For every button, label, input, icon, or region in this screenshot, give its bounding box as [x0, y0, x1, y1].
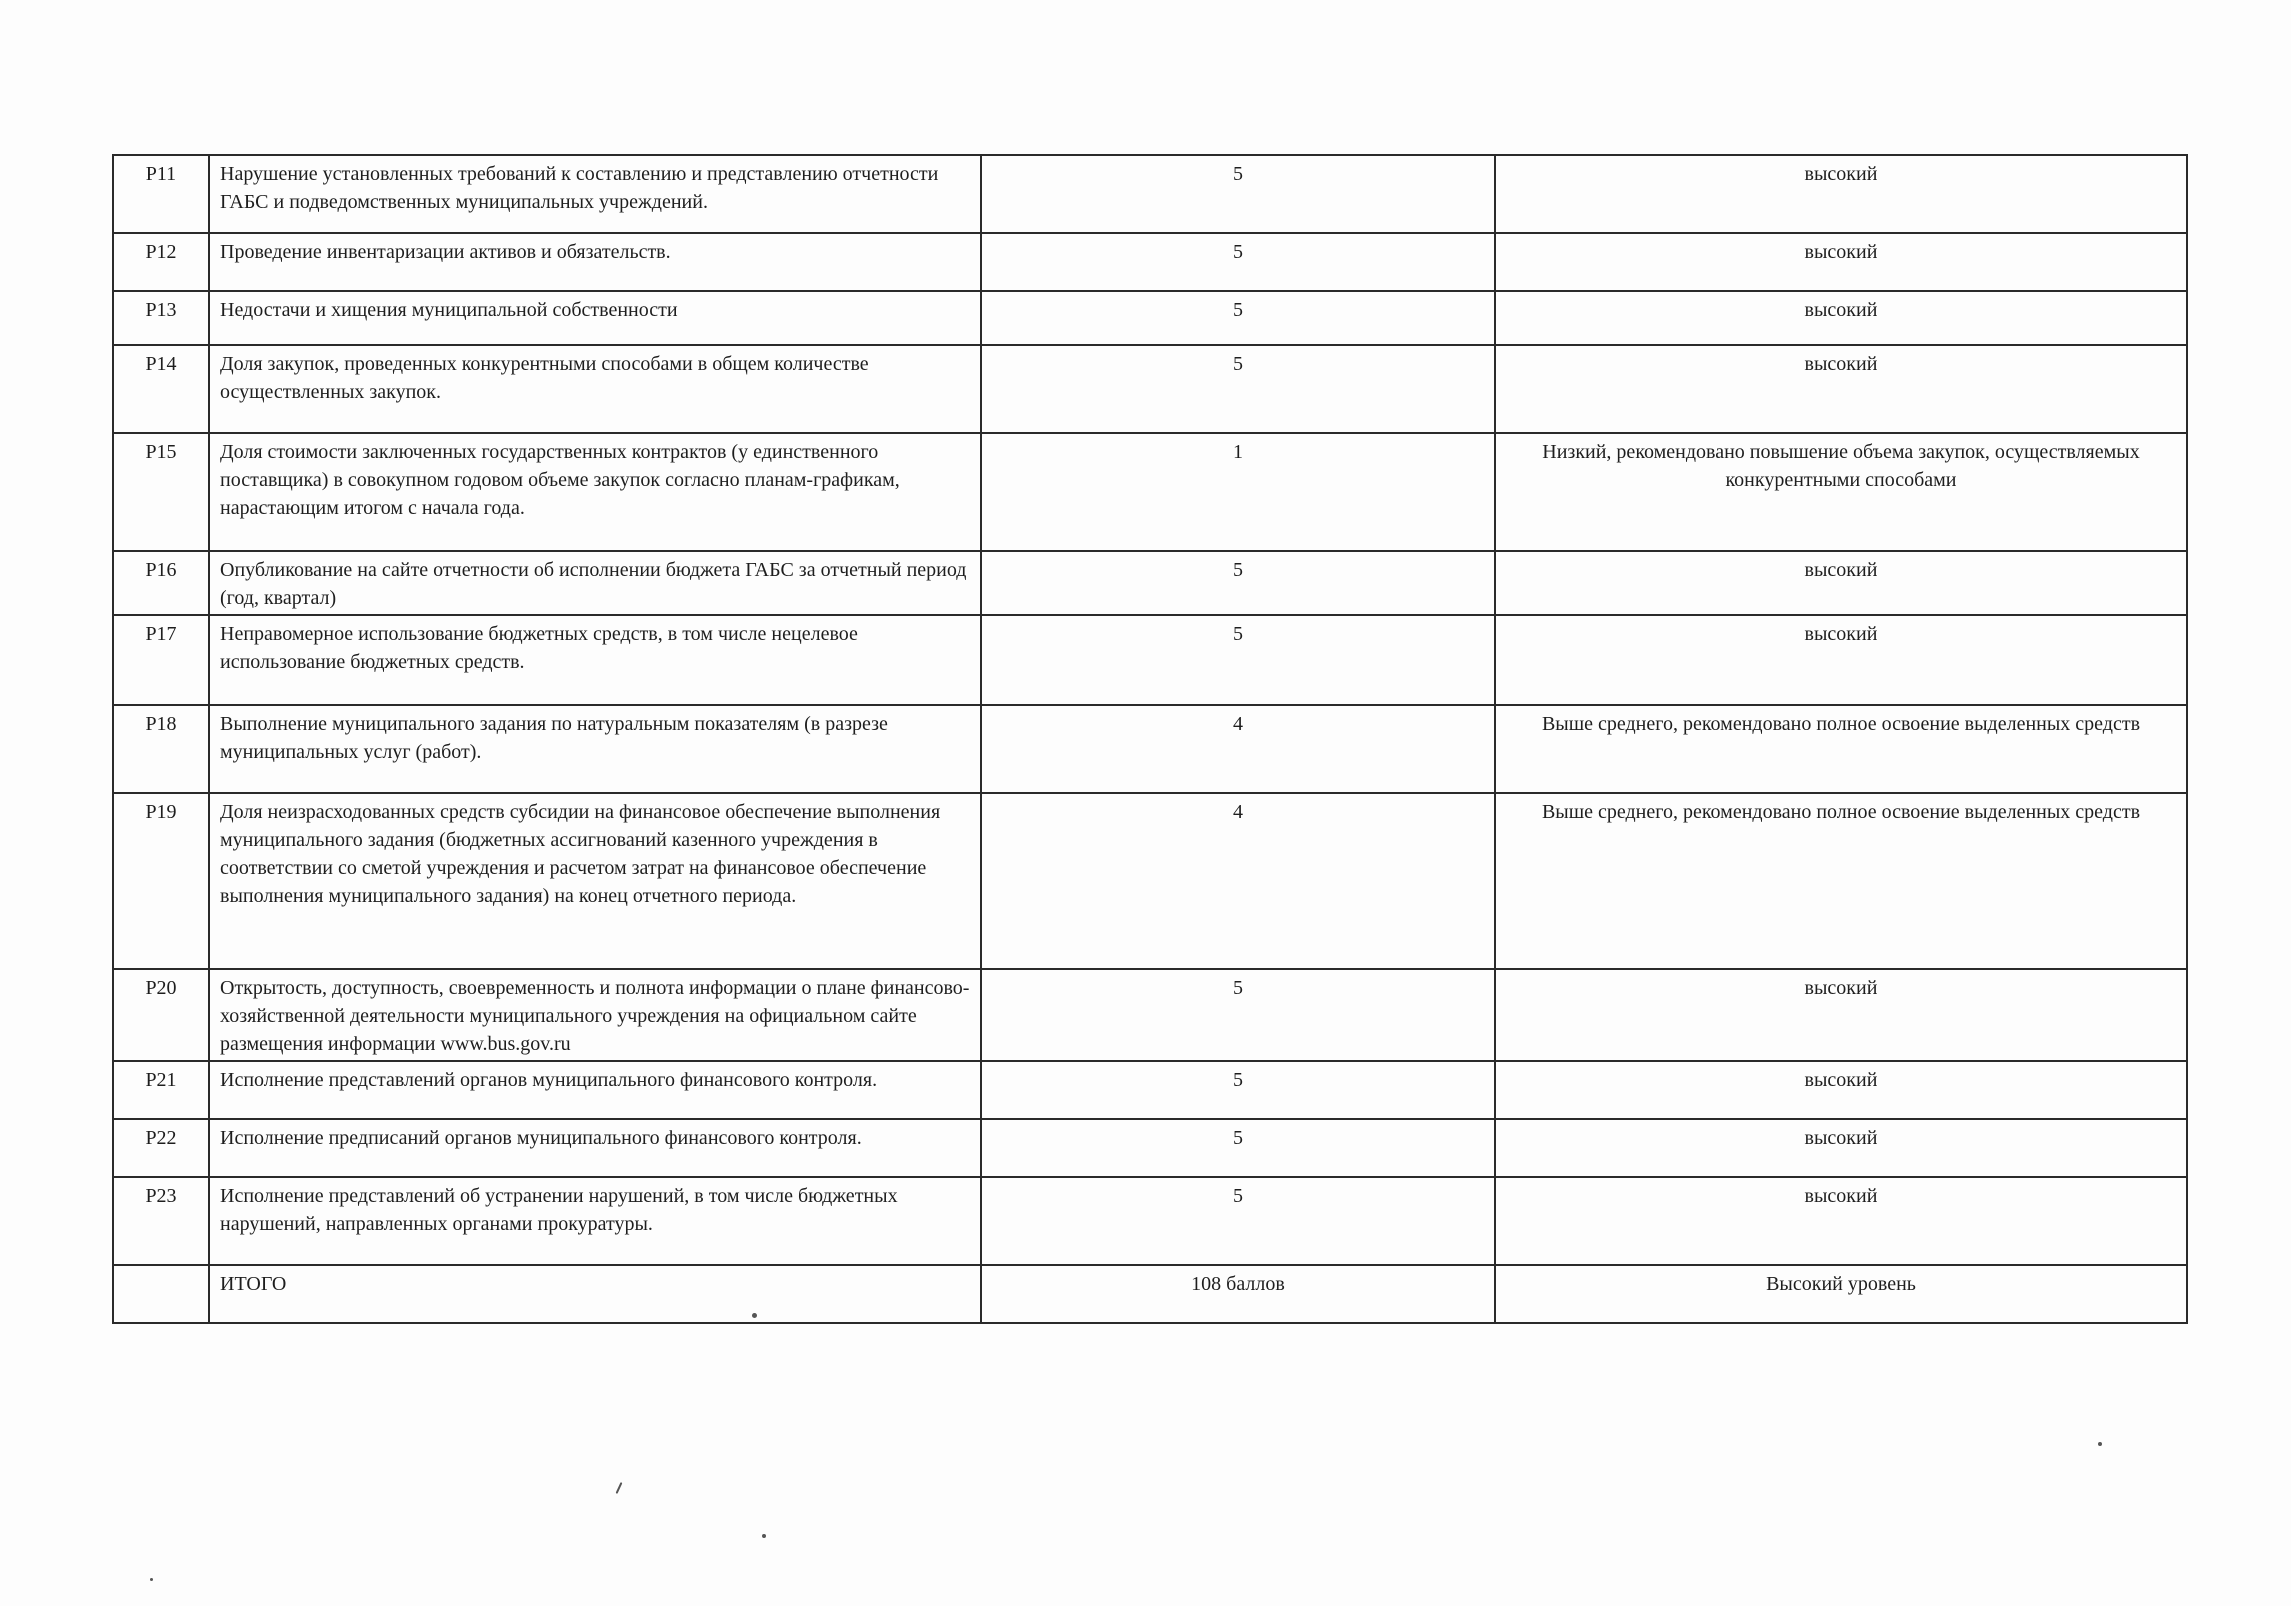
total-label: ИТОГО: [209, 1265, 981, 1323]
row-name: Доля неизрасходованных средств субсидии на финансовое обеспечение выполнения муниципального задания (бюджетных ассигнований казенного учреждения в соответствии со сметой учреждения и расчетом затрат на финансовое обеспечение выполнения муниципального задания) на конец отчетного периода.: [209, 793, 981, 969]
row-level: Низкий, рекомендовано повышение объема закупок, осуществляемых конкурентными способами: [1495, 433, 2187, 551]
row-score: 5: [981, 969, 1495, 1061]
row-score: 5: [981, 155, 1495, 233]
row-code: Р12: [113, 233, 209, 291]
table-row: [113, 291, 2187, 345]
row-code: Р19: [113, 793, 209, 969]
table-row: [113, 1177, 2187, 1265]
row-code: Р15: [113, 433, 209, 551]
row-score: 5: [981, 1177, 1495, 1265]
row-name: Доля закупок, проведенных конкурентными способами в общем количестве осуществленных закупок.: [209, 345, 981, 433]
row-name: Опубликование на сайте отчетности об исполнении бюджета ГАБС за отчетный период (год, квартал): [209, 551, 981, 615]
row-level: высокий: [1495, 345, 2187, 433]
row-code: Р17: [113, 615, 209, 705]
row-name: Проведение инвентаризации активов и обязательств.: [209, 233, 981, 291]
row-name: Неправомерное использование бюджетных средств, в том числе нецелевое использование бюджетных средств.: [209, 615, 981, 705]
table-row: [113, 1061, 2187, 1119]
table-row: [113, 969, 2187, 1061]
row-code: Р11: [113, 155, 209, 233]
row-level: высокий: [1495, 155, 2187, 233]
table-row: [113, 615, 2187, 705]
row-level: высокий: [1495, 233, 2187, 291]
row-score: 5: [981, 551, 1495, 615]
row-code: Р18: [113, 705, 209, 793]
total-code: [113, 1265, 209, 1323]
row-code: Р23: [113, 1177, 209, 1265]
table-row: [113, 1119, 2187, 1177]
row-level: высокий: [1495, 291, 2187, 345]
table-row: [113, 705, 2187, 793]
row-score: 4: [981, 793, 1495, 969]
row-code: Р21: [113, 1061, 209, 1119]
row-level: высокий: [1495, 1061, 2187, 1119]
table-row: [113, 155, 2187, 233]
table-row: [113, 793, 2187, 969]
table-body: [113, 155, 2187, 1323]
row-name: Открытость, доступность, своевременность и полнота информации о плане финансово-хозяйственной деятельности муниципального учреждения на официальном сайте размещения информации www.bus.gov.ru: [209, 969, 981, 1061]
total-level: Высокий уровень: [1495, 1265, 2187, 1323]
row-code: Р22: [113, 1119, 209, 1177]
row-name: Недостачи и хищения муниципальной собственности: [209, 291, 981, 345]
scan-speck: [616, 1482, 623, 1494]
row-name: Исполнение представлений органов муниципального финансового контроля.: [209, 1061, 981, 1119]
row-name: Нарушение установленных требований к составлению и представлению отчетности ГАБС и подведомственных муниципальных учреждений.: [209, 155, 981, 233]
row-score: 5: [981, 233, 1495, 291]
row-level: высокий: [1495, 1119, 2187, 1177]
row-score: 5: [981, 1061, 1495, 1119]
row-level: высокий: [1495, 551, 2187, 615]
row-code: Р16: [113, 551, 209, 615]
row-code: Р14: [113, 345, 209, 433]
row-score: 5: [981, 345, 1495, 433]
scan-speck: [2098, 1442, 2102, 1446]
table-row: [113, 551, 2187, 615]
row-score: 5: [981, 1119, 1495, 1177]
row-score: 1: [981, 433, 1495, 551]
row-score: 4: [981, 705, 1495, 793]
scan-speck: [150, 1578, 153, 1581]
assessment-table: [112, 154, 2188, 1324]
total-score: 108 баллов: [981, 1265, 1495, 1323]
row-code: Р20: [113, 969, 209, 1061]
row-name: Выполнение муниципального задания по натуральным показателям (в разрезе муниципальных услуг (работ).: [209, 705, 981, 793]
row-level: Выше среднего, рекомендовано полное освоение выделенных средств: [1495, 705, 2187, 793]
row-level: Выше среднего, рекомендовано полное освоение выделенных средств: [1495, 793, 2187, 969]
row-level: высокий: [1495, 615, 2187, 705]
row-name: Исполнение предписаний органов муниципального финансового контроля.: [209, 1119, 981, 1177]
row-name: Доля стоимости заключенных государственных контрактов (у единственного поставщика) в совокупном годовом объеме закупок согласно планам-графикам, нарастающим итогом с начала года.: [209, 433, 981, 551]
table-row: [113, 345, 2187, 433]
row-code: Р13: [113, 291, 209, 345]
table-row: [113, 433, 2187, 551]
scan-speck: [752, 1313, 757, 1318]
table-row: [113, 233, 2187, 291]
row-score: 5: [981, 291, 1495, 345]
scan-speck: [762, 1534, 766, 1538]
row-name: Исполнение представлений об устранении нарушений, в том числе бюджетных нарушений, направленных органами прокуратуры.: [209, 1177, 981, 1265]
row-score: 5: [981, 615, 1495, 705]
total-row: [113, 1265, 2187, 1323]
row-level: высокий: [1495, 969, 2187, 1061]
row-level: высокий: [1495, 1177, 2187, 1265]
